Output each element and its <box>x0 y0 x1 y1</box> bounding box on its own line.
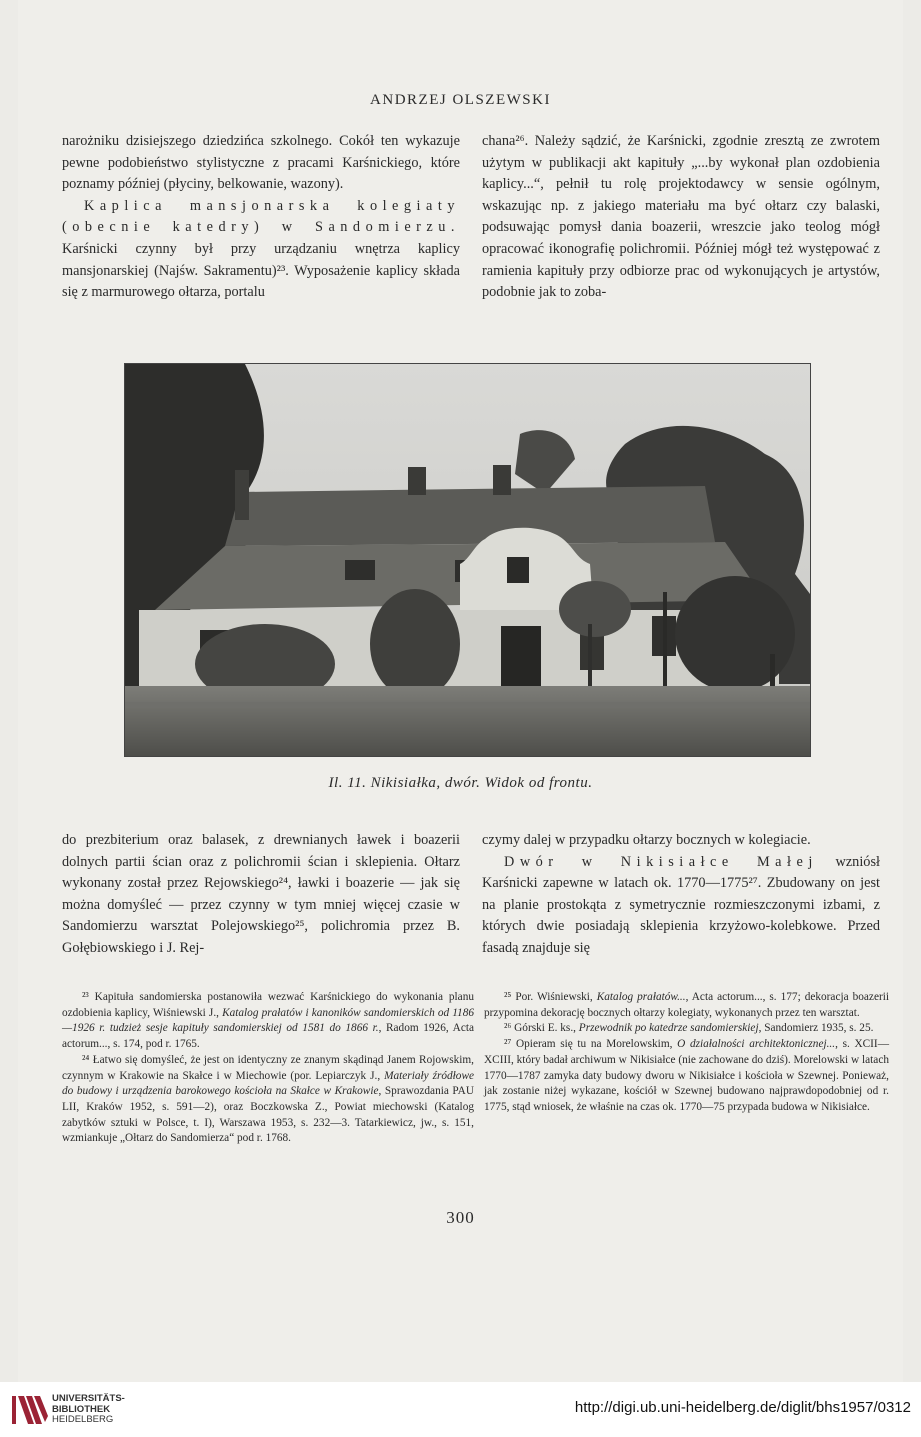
source-url-link[interactable]: http://digi.ub.uni-heidelberg.de/diglit/bhs1957/0312 <box>574 1399 911 1416</box>
paragraph-text: Karśnicki czynny był przy urządzaniu wnętrza kaplicy mansjonarskiej (Najśw. Sakramentu)²³. Wyposażenie kaplicy składa się z marmurowego ołtarza, portalu <box>62 240 460 301</box>
footnote-it: Katalog prałatów... <box>596 991 686 1003</box>
wordmark-line-2: BIBLIOTHEK <box>52 1403 111 1415</box>
footnote-after: , Acta actorum..., s. 177; dekoracja boazerii przypomina dekorację bocznych ołtarzy kolegiaty, wykonanych przez ten warsztat. <box>484 991 889 1019</box>
paragraph-text: wzniósł Karśnicki zapewne w latach ok. 1770—1775²⁷. Zbudowany on jest na planie prostokąta z symetrycznie rozmieszczonymi izbami, z których dwie posiadają sklepienia krzyżowo-kolebkowe. Przed fasadą znajduje się <box>482 853 880 956</box>
footnote-it: O działalności architektonicznej... <box>677 1038 836 1051</box>
footnote <box>484 1021 889 1037</box>
paragraph <box>62 830 460 960</box>
footnote-it: Materiały źródłowe do budowy i urządzenia barokowego kościoła na Skałce w Krakowie <box>62 1069 474 1098</box>
paragraph <box>482 830 880 852</box>
footnote-it: Przewodnik po katedrze sandomierskiej <box>578 1022 759 1035</box>
paragraph-text: do prezbiterium oraz balasek, z drewnianych ławek i boazerii dolnych partii ścian oraz z polichromii ścian i sklepienia. Ołtarz wykonany został przez Rejowskiego²⁴, ławki i boazerie — jak się można domyśleć — przez czynny w tym mniej więcej czasie w Sandomierzu warsztat Polejowskiego²⁵, polichromia przez B. Gołębiowskiego i J. Rej- <box>62 832 460 956</box>
footnote-text: ²⁵ Por. Wiśniewski, <box>504 991 597 1003</box>
wordmark-line-3: HEIDELBERG <box>52 1414 114 1425</box>
viewer-footer <box>0 1382 921 1437</box>
text-column-mid-right <box>482 830 880 960</box>
text-column-mid-left <box>62 830 460 960</box>
figure-caption: Il. 11. Nikisiałka, dwór. Widok od frontu. <box>328 775 593 791</box>
running-head: ANDRZEJ OLSZEWSKI <box>370 92 551 108</box>
paragraph-text: narożniku dzisiejszego dziedzińca szkolnego. Cokół ten wykazuje pewne podobieństwo stylistyczne z pracami Karśnickiego, które poznamy później (płyciny, belkowanie, wazony). <box>62 133 460 193</box>
paragraph <box>482 131 880 304</box>
footnote-after: , Sprawozdania PAU LII, Kraków 1952, s. 591—2), oraz Boczkowska Z., Powiat miechowski (Katalog zabytków sztuki w Polsce, t. I), Warszawa 1953, s. 232—3. Tatarkiewicz, jw., s. 151, wzmiankuje „Ołtarz do Sandomierza“ pod r. 1768. <box>62 1085 474 1145</box>
footnote <box>62 1053 474 1147</box>
spaced-heading: Kaplica mansjonarska kolegiaty (obecnie katedry) w Sandomierzu. <box>62 197 460 236</box>
paragraph-text: czymy dalej w przypadku ołtarzy bocznych w kolegiacie. <box>482 832 811 848</box>
library-wordmark <box>52 1394 125 1426</box>
footnote-it: Katalog prałatów i kanoników sandomierskich od 1186—1926 r. tudzież sesje kapituły sandomierskiej od 1581 do 1866 r. <box>62 1006 474 1035</box>
footnote-after: , s. XCII—XCIII, który badał archiwum w Nikisiałce (nie zachowane do dziś). Morelowski w latach 1770—1787 zamyka daty budowy dworu w Nikisiałce i kościoła w Szewnej. Ponieważ, jak zostanie niżej wykazane, kościół w Szewnej budowano najprawdopodobniej od r. 1775, stąd wniosek, że właśnie na czas ok. 1770—75 przypada budowa w Nikisiałce. <box>484 1038 889 1113</box>
footnote-text: ²⁶ Górski E. ks., <box>504 1022 579 1035</box>
page-number: 300 <box>446 1208 475 1227</box>
spaced-heading: Dwór w Nikisiałce Małej <box>504 853 818 870</box>
paragraph <box>62 196 460 304</box>
wordmark-line-1: UNIVERSITÄTS- <box>52 1393 125 1404</box>
footnote-after: , Sandomierz 1935, s. 25. <box>758 1022 874 1035</box>
photo-manor-house <box>124 363 811 757</box>
paragraph <box>62 131 460 196</box>
paragraph <box>482 852 880 960</box>
footnote <box>484 990 889 1021</box>
text-column-top-left <box>62 131 460 304</box>
footnote-text: ²⁷ Opieram się tu na Morelowskim, <box>504 1038 678 1051</box>
manor-house-photo-image <box>125 364 810 756</box>
footnote <box>62 990 474 1053</box>
paragraph-text: chana²⁶. Należy sądzić, że Karśnicki, zgodnie zresztą ze zwrotem użytym w publikacji akt kapituły „...by wykonał plan ozdobienia kaplicy...“, pełnił tu rolę projektodawcy w sensie ogólnym, wskazując np. z jakiego materiału ma być ołtarz czy balaski, podsuwając pomysł dania boazerii, wreszcie jako teolog mógł opracować ikonografię polichromii. Później mógł też występować z ramienia kapituły przy odbiorze prac od wykonujących je artystów, podobnie jak to zoba- <box>482 133 880 301</box>
text-column-top-right <box>482 131 880 304</box>
footnotes-left <box>62 990 474 1147</box>
footnote-text: ²⁴ Łatwo się domyśleć, że jest on identyczny ze znanym skądinąd Janem Rojowskim, czynnym w Krakowie na Skałce i w Miechowie (por. Lepiarczyk J., <box>62 1053 474 1082</box>
footnotes-right <box>484 990 889 1116</box>
university-library-logo-icon <box>10 1390 50 1430</box>
footnote-text: ²³ Kapituła sandomierska postanowiła wezwać Karśnickiego do wykonania planu ozdobienia kaplicy, Wiśniewski J., <box>62 991 474 1019</box>
footnote <box>484 1037 889 1116</box>
footnote-after: , Radom 1926, Acta actorum..., s. 174, pod r. 1765. <box>62 1022 474 1051</box>
